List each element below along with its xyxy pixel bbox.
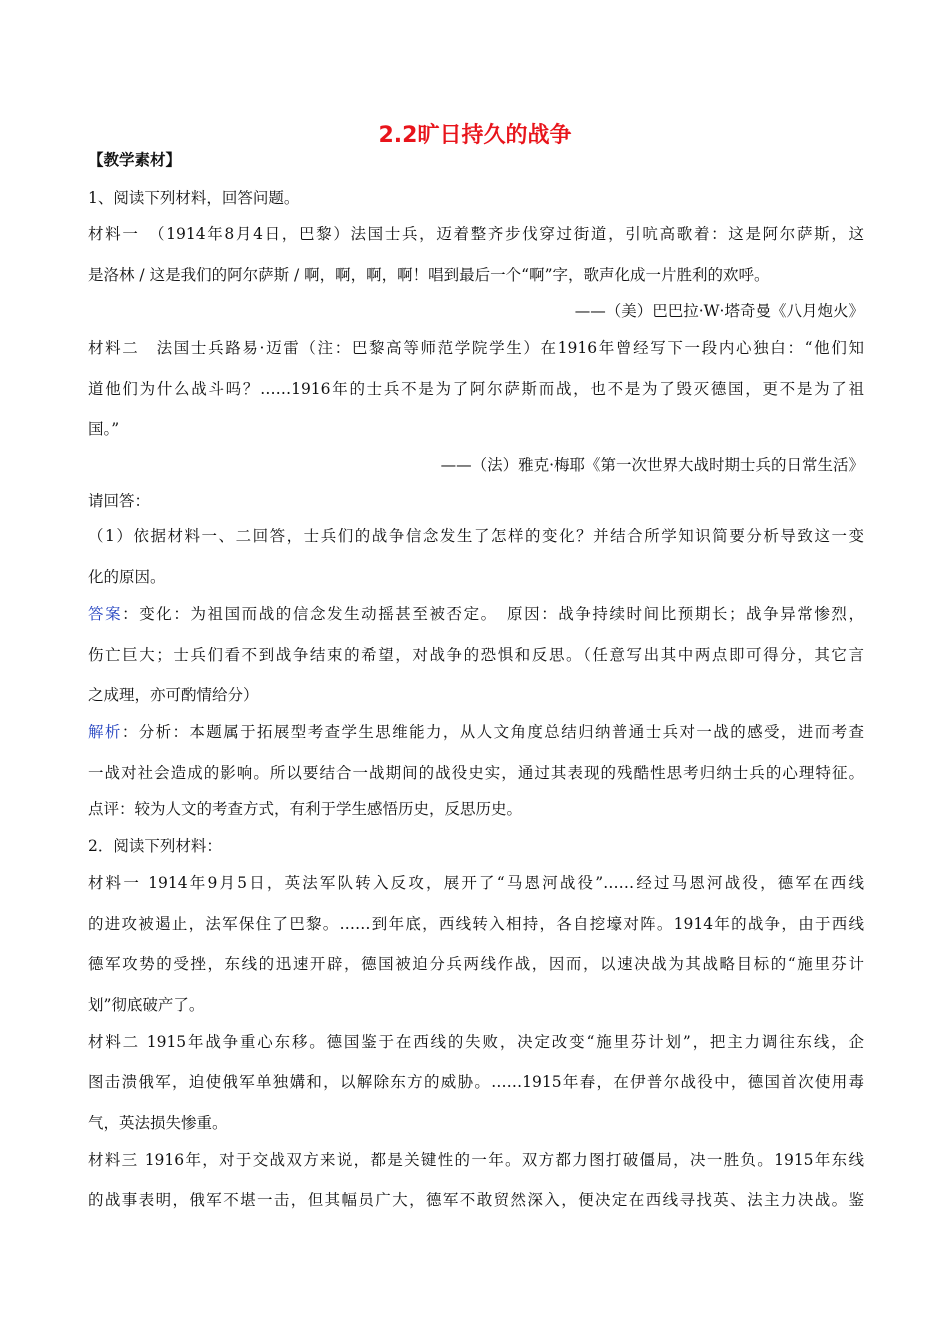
q1-ask: 请回答： — [88, 492, 151, 510]
q2-material2-line2: 图击溃俄军，迫使俄军单独媾和，以解除东方的威胁。……1915年春，在伊普尔战役中，德国首次使用毒 — [88, 1073, 864, 1091]
q2-material3-line1: 材料三 1916年，对于交战双方来说，都是关键性的一年。双方都力图打破僵局，决一胜负。1915年东线 — [88, 1151, 864, 1169]
q2-material1-line1: 材料一 1914年9月5日，英法军队转入反攻，展开了“马恩河战役”……经过马恩河战役，德军在西线 — [88, 874, 864, 892]
q1-question-line1: （1）依据材料一、二回答，士兵们的战争信念发生了怎样的变化？并结合所学知识简要分析导致这一变 — [88, 527, 864, 545]
q1-material1-line2: 是洛林 / 这是我们的阿尔萨斯 / 啊，啊，啊，啊！唱到最后一个“啊”字，歌声化成一片胜利的欢呼。 — [88, 266, 770, 284]
q1-material2-source: ——（法）雅克·梅耶《第一次世界大战时期士兵的日常生活》 — [440, 456, 864, 474]
q1-analysis-line2: 一战对社会造成的影响。所以要结合一战期间的战役史实，通过其表现的残酷性思考归纳士兵的心理特征。 — [88, 764, 864, 782]
q1-answer-line3: 之成理，亦可酌情给分） — [88, 686, 259, 704]
q1-question-line2: 化的原因。 — [88, 568, 166, 586]
answer-label: 答案 — [88, 605, 123, 623]
q1-answer-line2: 伤亡巨大；士兵们看不到战争结束的希望，对战争的恐惧和反思。（任意写出其中两点即可得分，其它言 — [88, 646, 864, 664]
q1-answer-line1 — [88, 603, 864, 625]
q1-material2-line1: 材料二 法国士兵路易·迈雷（注：巴黎高等师范学院学生）在1916年曾经写下一段内心独白：“他们知 — [88, 339, 864, 357]
analysis-label: 解析 — [88, 723, 122, 741]
answer-text: ：变化：为祖国而战的信念发生动摇甚至被否定。 原因：战争持续时间比预期长；战争异常惨烈， — [122, 605, 864, 623]
page-title: 2.2旷日持久的战争 — [378, 123, 572, 148]
q1-intro: 1、阅读下列材料，回答问题。 — [88, 189, 300, 207]
q1-analysis-line3: 点评：较为人文的考查方式，有利于学生感悟历史，反思历史。 — [88, 800, 523, 818]
q2-material3-line2: 的战事表明，俄军不堪一击，但其幅员广大，德军不敢贸然深入，便决定在西线寻找英、法主力决战。鉴 — [88, 1191, 864, 1209]
q1-material1-source: ——（美）巴巴拉·W·塔奇曼《八月炮火》 — [574, 302, 864, 320]
q2-material1-line4: 划”彻底破产了。 — [88, 996, 205, 1014]
q1-analysis-line1 — [88, 721, 864, 743]
q2-material1-line3: 德军攻势的受挫，东线的迅速开辟，德国被迫分兵两线作战，因而，以速决战为其战略目标的“施里芬计 — [88, 955, 864, 973]
q2-material2-line3: 气，英法损失惨重。 — [88, 1114, 228, 1132]
q2-intro: 2．阅读下列材料： — [88, 837, 222, 855]
q1-material2-line2: 道他们为什么战斗吗？……1916年的士兵不是为了阿尔萨斯而战，也不是为了毁灭德国，更不是为了祖 — [88, 380, 864, 398]
q1-material1-line1: 材料一 （1914年8月4日，巴黎）法国士兵，迈着整齐步伐穿过街道，引吭高歌着：这是阿尔萨斯，这 — [88, 225, 864, 243]
q1-material2-line3: 国。” — [88, 420, 120, 438]
q2-material2-line1: 材料二 1915年战争重心东移。德国鉴于在西线的失败，决定改变“施里芬计划”，把主力调往东线，企 — [88, 1033, 864, 1051]
analysis-text: ：分析：本题属于拓展型考查学生思维能力，从人文角度总结归纳普通士兵对一战的感受，进而考查 — [121, 723, 864, 741]
section-label: 【教学素材】 — [88, 150, 182, 169]
q2-material1-line2: 的进攻被遏止，法军保住了巴黎。……到年底，西线转入相持，各自挖壕对阵。1914年的战争，由于西线 — [88, 915, 864, 933]
